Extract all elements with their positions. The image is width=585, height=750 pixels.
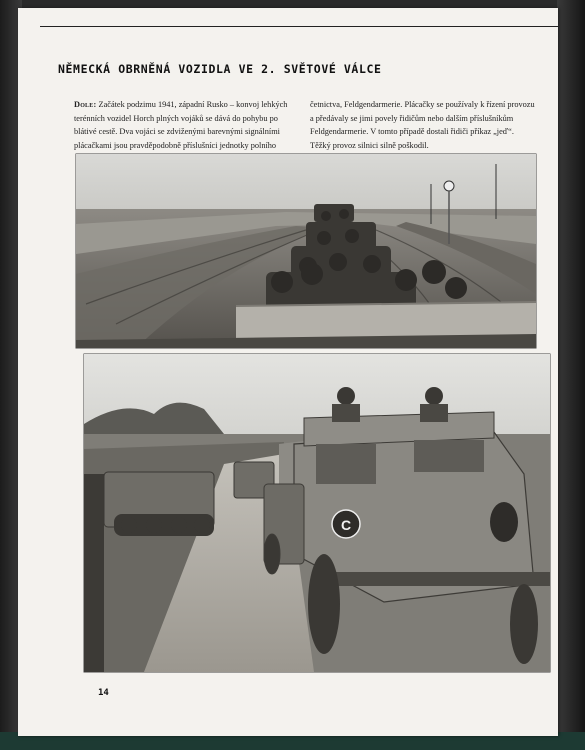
photo-convoy-muddy-road-image — [76, 154, 536, 348]
photo-convoy-muddy-road — [76, 154, 536, 348]
caption-left-column — [74, 98, 296, 152]
photo-halftrack-column — [84, 354, 550, 672]
caption-lead: Dole: — [74, 100, 97, 109]
caption-right-column: četnictva, Feldgendarmerie. Plácačky se používaly k řízení provozu a předávaly se jimi povely řidičům nebo dalším příslušníkům Feldgendarmerie. V tomto případě dostali řidiči příkaz „jeď“. Těžký provoz silnici silně poškodil. — [310, 100, 535, 150]
photo-halftrack-column-image — [84, 354, 550, 672]
page-number: 14 — [98, 688, 109, 698]
backdrop-right — [557, 0, 585, 750]
header-rule — [40, 26, 558, 27]
section-title: NĚMECKÁ OBRNĚNÁ VOZIDLA VE 2. SVĚTOVÉ VÁLCE — [58, 62, 382, 76]
book-page — [18, 8, 558, 736]
caption-left-text: Začátek podzimu 1941, západní Rusko – konvoj lehkých terénních vozidel Horch plných vojáků se dává do pohybu po blátivé cestě. Dva vojáci se zdviženými barevnými signálními plácačkami jsou pravděpodobně příslušníci jednotky polního — [74, 100, 288, 150]
vehicle-marking: C — [340, 517, 352, 533]
